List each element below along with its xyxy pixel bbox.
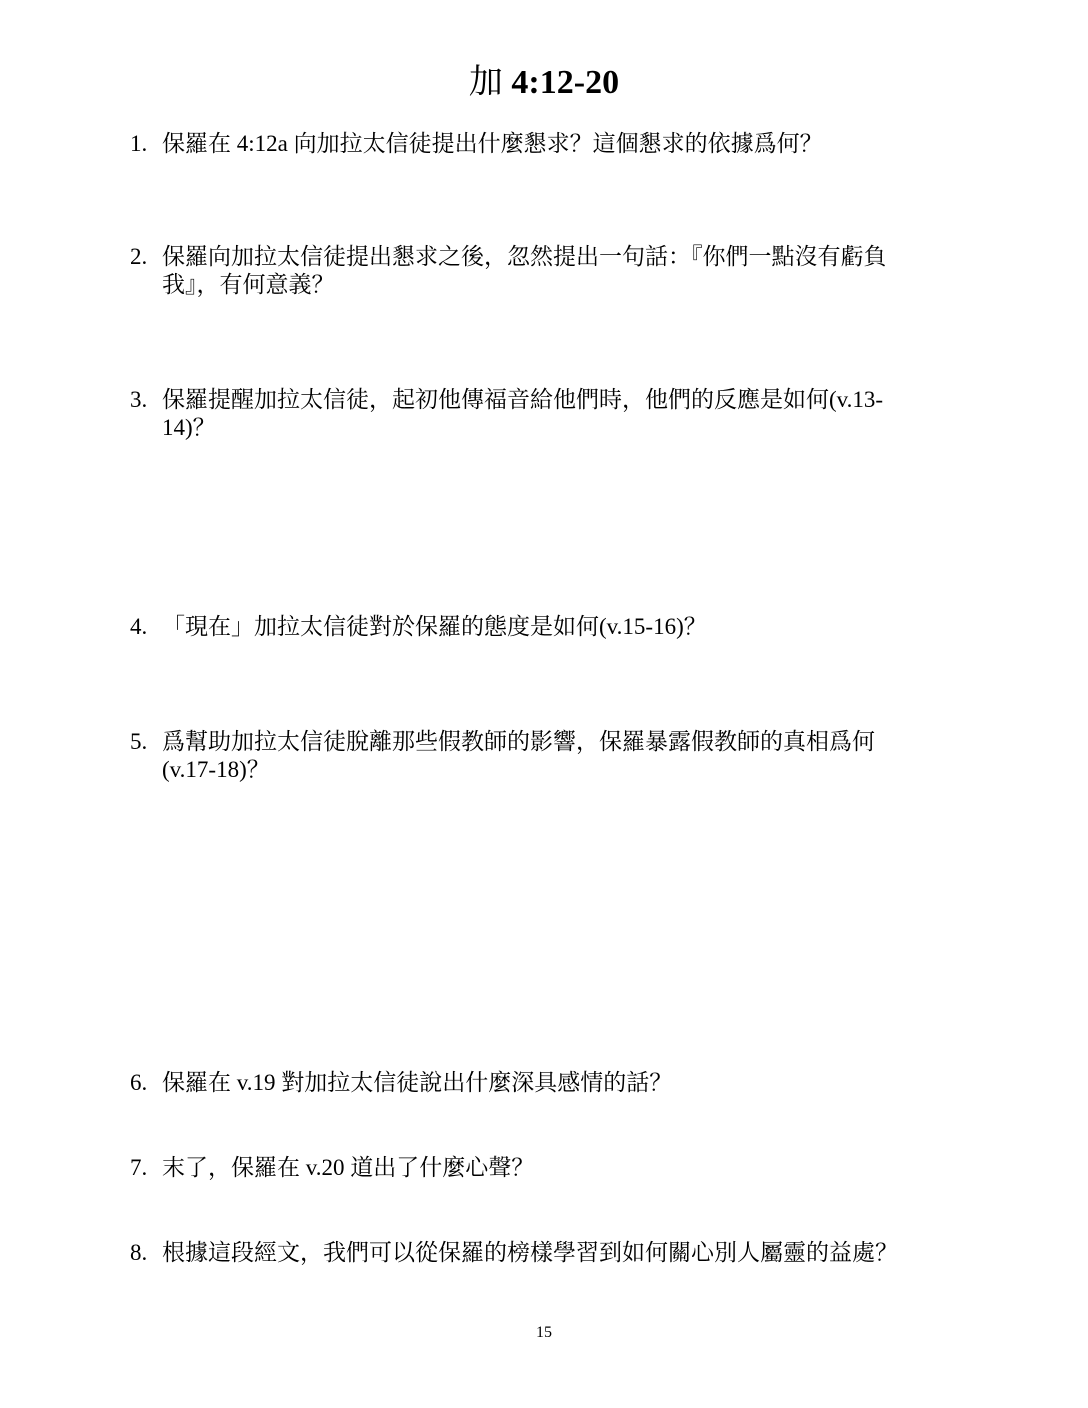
question-6 — [130, 1069, 960, 1097]
question-number: 3. — [130, 387, 148, 412]
question-text: 保羅向加拉太信徒提出懇求之後，忽然提出一句話：『你們一點沒有虧負 — [162, 244, 887, 269]
question-text-continued: 14)？ — [162, 415, 216, 440]
question-text: 保羅提醒加拉太信徒，起初他傳福音給他們時，他們的反應是如何(v.13- — [162, 387, 884, 412]
question-5 — [130, 728, 960, 784]
question-number: 7. — [130, 1155, 148, 1180]
question-text: 根據這段經文，我們可以從保羅的榜樣學習到如何關心別人屬靈的益處？ — [162, 1240, 898, 1265]
question-8 — [130, 1239, 960, 1267]
page-number: 15 — [536, 1324, 552, 1341]
question-text: 「現在」加拉太信徒對於保羅的態度是如何(v.15-16)？ — [162, 614, 707, 639]
book-abbreviation: 加 — [468, 64, 503, 101]
question-4 — [130, 613, 960, 641]
question-number: 5. — [130, 729, 148, 754]
question-number: 2. — [130, 244, 148, 269]
question-2 — [130, 243, 960, 299]
question-text: 爲幫助加拉太信徒脫離那些假教師的影響，保羅暴露假教師的真相爲何 — [162, 729, 875, 754]
question-text: 保羅在 v.19 對加拉太信徒說出什麼深具感情的話？ — [162, 1070, 673, 1095]
question-3 — [130, 386, 960, 442]
page-title — [0, 62, 1088, 104]
question-number: 8. — [130, 1240, 148, 1265]
question-7 — [130, 1154, 960, 1182]
question-number: 6. — [130, 1070, 148, 1095]
question-text: 保羅在 4:12a 向加拉太信徒提出什麼懇求？這個懇求的依據爲何？ — [162, 131, 823, 156]
question-text-continued: (v.17-18)？ — [162, 757, 270, 782]
passage-reference: 4:12-20 — [511, 64, 620, 101]
question-text: 末了，保羅在 v.20 道出了什麼心聲？ — [162, 1155, 535, 1180]
question-text-continued: 我』，有何意義？ — [162, 272, 335, 297]
question-1 — [130, 130, 960, 158]
question-number: 4. — [130, 614, 148, 639]
question-number: 1. — [130, 131, 148, 156]
